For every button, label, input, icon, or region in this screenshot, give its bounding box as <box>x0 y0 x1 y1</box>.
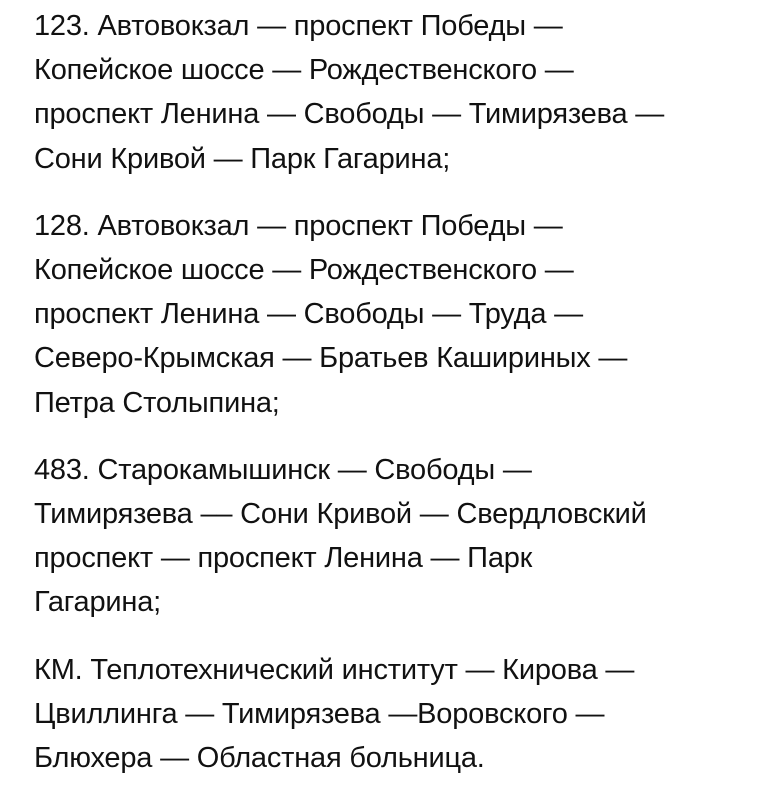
route-128-line-1: 128. Автовокзал — проспект Победы — <box>34 209 563 242</box>
route-483-line-4: Гагарина; <box>34 586 162 619</box>
route-128-line-5: Петра Столыпина; <box>34 386 280 419</box>
route-483-paragraph <box>34 448 754 625</box>
route-123-line-3: проспект Ленина — Свободы — Тимирязева — <box>34 98 665 131</box>
route-km-line-1: КМ. Теплотехнический институт — Кирова — <box>34 653 635 686</box>
route-123-line-2: Копейское шоссе — Рождественского — <box>34 54 574 87</box>
route-128-line-2: Копейское шоссе — Рождественского — <box>34 254 574 287</box>
route-123-line-1: 123. Автовокзал — проспект Победы — <box>34 10 563 42</box>
route-123-line-4: Сони Кривой — Парк Гагарина; <box>34 142 451 175</box>
route-483-line-1: 483. Старокамышинск — Свободы — <box>34 453 532 486</box>
route-123-paragraph <box>34 0 754 181</box>
route-list <box>34 0 754 780</box>
route-128-line-3: проспект Ленина — Свободы — Труда — <box>34 298 583 331</box>
route-km-line-2: Цвиллинга — Тимирязева —Воровского — <box>34 697 605 730</box>
route-128-paragraph <box>34 204 754 425</box>
route-km-paragraph <box>34 648 754 781</box>
route-128-line-4: Северо-Крымская — Братьев Кашириных — <box>34 342 628 375</box>
route-km-line-3: Блюхера — Областная больница. <box>34 742 485 775</box>
route-483-line-3: проспект — проспект Ленина — Парк <box>34 542 533 575</box>
route-483-line-2: Тимирязева –– Сони Кривой — Свердловский <box>34 498 647 531</box>
